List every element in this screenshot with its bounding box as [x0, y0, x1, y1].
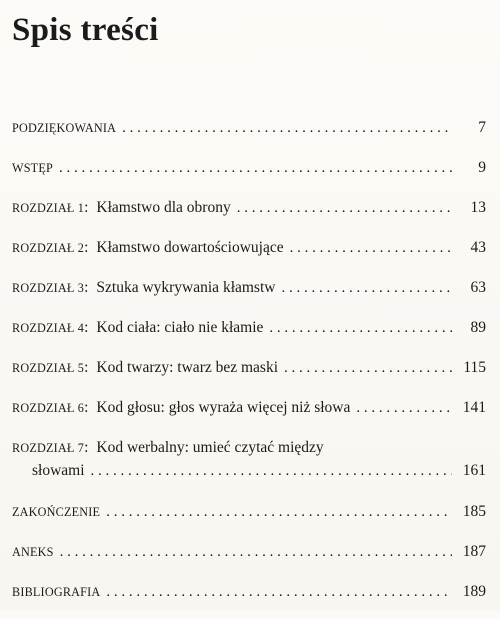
toc-entry-introduction: [12, 155, 486, 195]
dot-leader: [106, 582, 452, 602]
dot-leader: [269, 318, 452, 338]
dot-leader: [106, 502, 452, 522]
toc-entry-chapter-1: ROZDZIAŁ 1 : Kłamstwo dla obrony . . . 13: [12, 195, 486, 235]
toc-chapter-title: Sztuka wykrywania kłamstw: [96, 279, 276, 296]
dot-leader: [122, 118, 452, 138]
toc-page-number: 115: [463, 359, 486, 376]
toc-entry-chapter-2: ROZDZIAŁ 2 : Kłamstwo dowartościowujące . . . 43: [12, 235, 486, 275]
toc-chapter-label: ROZDZIAŁ 2: [12, 241, 85, 255]
dot-leader: [237, 198, 452, 218]
table-of-contents: [12, 115, 486, 619]
toc-page-number: 141: [462, 399, 486, 416]
toc-chapter-title: Kod werbalny: umieć czytać między: [96, 439, 324, 456]
toc-page-number: 43: [470, 239, 486, 256]
toc-chapter-title: Kod głosu: głos wyraża więcej niż słowa: [96, 399, 351, 416]
toc-entry-chapter-6: ROZDZIAŁ 6 : Kod głosu: głos wyraża więcej niż słowa . . . 141: [12, 395, 486, 435]
toc-page-number: 89: [470, 319, 486, 336]
toc-chapter-title: Kłamstwo dla obrony: [96, 199, 231, 216]
dot-leader: [281, 278, 452, 298]
toc-page-number: 13: [470, 199, 486, 216]
toc-entry-acknowledgements: [12, 115, 486, 155]
toc-entry-appendix: [12, 539, 486, 579]
toc-chapter-title-continued: słowami: [32, 462, 85, 479]
toc-page-number: 9: [478, 159, 486, 176]
toc-entry-chapter-3: ROZDZIAŁ 3 : Sztuka wykrywania kłamstw . . . 63: [12, 275, 486, 315]
toc-entry-label: BIBLIOGRAFIA: [12, 585, 101, 599]
toc-chapter-label: ROZDZIAŁ 4: [12, 321, 85, 335]
toc-chapter-label: ROZDZIAŁ 7: [12, 441, 85, 455]
toc-entry-conclusion: [12, 499, 486, 539]
toc-chapter-title: Kod ciała: ciało nie kłamie: [96, 319, 264, 336]
toc-chapter-label: ROZDZIAŁ 1: [12, 201, 85, 215]
toc-entry-label: PODZIĘKOWANIA: [12, 121, 117, 135]
toc-entry-label: ZAKOŃCZENIE: [12, 505, 101, 519]
dot-leader: [60, 542, 452, 562]
toc-entry-label: WSTĘP: [12, 161, 53, 175]
dot-leader: [356, 398, 452, 418]
toc-entry-chapter-5: ROZDZIAŁ 5 : Kod twarzy: twarz bez maski . . . 115: [12, 355, 486, 395]
page-title: Spis treści: [12, 12, 159, 48]
toc-chapter-label: ROZDZIAŁ 6: [12, 401, 85, 415]
toc-page-number: 7: [478, 119, 486, 136]
dot-leader: [290, 238, 452, 258]
toc-page-number: 189: [462, 583, 486, 600]
toc-chapter-title: Kod twarzy: twarz bez maski: [96, 359, 279, 376]
toc-page-number: 161: [462, 462, 486, 479]
toc-chapter-label: ROZDZIAŁ 3: [12, 281, 85, 295]
toc-chapter-title: Kłamstwo dowartościowujące: [96, 239, 284, 256]
dot-leader: [59, 158, 452, 178]
dot-leader: [284, 358, 452, 378]
toc-page-number: 185: [462, 503, 486, 520]
dot-leader: [91, 461, 452, 481]
toc-entry-chapter-7: ROZDZIAŁ 7 : Kod werbalny: umieć czytać między słowami . . . 161: [12, 435, 486, 499]
toc-page-number: 63: [470, 279, 486, 296]
toc-entry-bibliography: [12, 579, 486, 619]
toc-entry-label: ANEKS: [12, 545, 54, 559]
toc-entry-chapter-4: ROZDZIAŁ 4 : Kod ciała: ciało nie kłamie . . . 89: [12, 315, 486, 355]
toc-chapter-label: ROZDZIAŁ 5: [12, 361, 85, 375]
toc-page-number: 187: [462, 543, 486, 560]
